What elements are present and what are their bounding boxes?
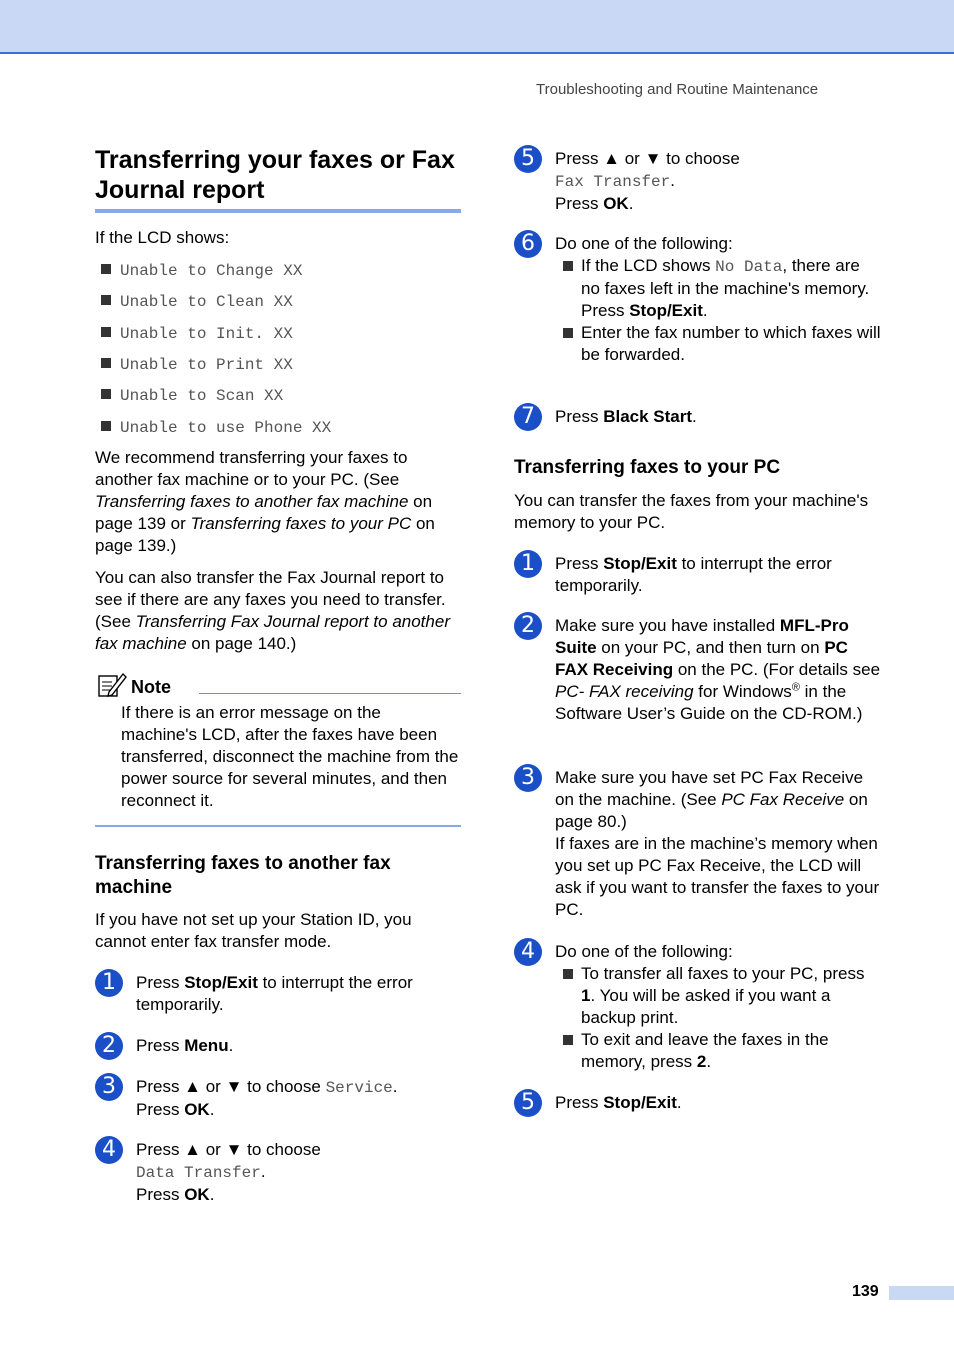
- text: Press: [136, 1100, 185, 1119]
- key-label: OK: [184, 1185, 210, 1204]
- sub-text: [581, 963, 882, 1029]
- text: to interrupt the error temporarily.: [136, 973, 413, 1014]
- text: . You will be asked if you want a backup print.: [581, 986, 831, 1027]
- text: .: [676, 1093, 682, 1112]
- text: .: [692, 407, 697, 426]
- step-number: 1: [95, 969, 123, 997]
- cross-reference: Transferring Fax Journal report to another fax machine: [95, 612, 450, 653]
- note-title: Note: [131, 677, 171, 697]
- step-number: 2: [95, 1032, 123, 1060]
- list-item: [101, 259, 302, 281]
- bullet-icon: [101, 295, 111, 305]
- text: Press: [581, 301, 630, 320]
- step-item: [514, 148, 882, 215]
- text: Press ▲ or ▼ to choose: [136, 1077, 326, 1096]
- text: To exit and leave the faxes in the memory, press: [581, 1030, 829, 1071]
- sub-text: Enter the fax number to which faxes will be forwarded.: [581, 323, 881, 364]
- text: To transfer all faxes to your PC, press: [581, 964, 865, 983]
- lcd-option: Service: [325, 1079, 393, 1097]
- text: .: [209, 1100, 215, 1119]
- text: Press: [555, 554, 604, 573]
- journal-paragraph: [95, 567, 461, 655]
- page-number: 139: [852, 1283, 879, 1300]
- cross-reference: PC- FAX receiving: [555, 682, 694, 701]
- text: .: [228, 1036, 234, 1055]
- bullet-icon: [563, 969, 573, 979]
- step-number: 5: [514, 1089, 542, 1117]
- key-label: 2: [696, 1052, 707, 1071]
- step-text: [555, 1092, 882, 1114]
- step-text: [555, 615, 882, 725]
- page-title: [95, 145, 461, 205]
- lcd-message: Unable to Change XX: [120, 262, 303, 280]
- text: We recommend transferring your faxes to another fax machine or to your PC. (See: [95, 448, 408, 489]
- text: in the Software User’s Guide on the CD-ROM.): [555, 682, 863, 723]
- list-item: [101, 322, 293, 344]
- title-line-2: Journal report: [95, 176, 265, 204]
- text: Press: [136, 1185, 185, 1204]
- sub-item: [563, 963, 882, 1029]
- step-item: [514, 767, 882, 921]
- lcd-message: Unable to Print XX: [120, 356, 293, 374]
- step-text: [136, 1076, 461, 1121]
- text: .: [260, 1162, 266, 1181]
- text: on page 139.): [95, 514, 435, 555]
- section-intro: If you have not set up your Station ID, you cannot enter fax transfer mode.: [95, 910, 412, 951]
- step-item: [514, 553, 882, 597]
- step-item: [514, 615, 882, 725]
- step-text: Do one of the following:: [555, 234, 733, 253]
- step-number: 4: [95, 1136, 123, 1164]
- list-item: [101, 416, 331, 438]
- text: .: [702, 301, 708, 320]
- cross-reference: Transferring faxes to your PC: [190, 514, 412, 533]
- bullet-icon: [101, 421, 111, 431]
- text: Press ▲ or ▼ to choose: [555, 149, 740, 168]
- step-text: [136, 1035, 461, 1057]
- step-item: [514, 406, 882, 428]
- step-text: [555, 767, 882, 921]
- title-rule: [95, 209, 461, 213]
- lcd-option: Data Transfer: [136, 1164, 261, 1182]
- step-number: 2: [514, 612, 542, 640]
- text: Press: [136, 973, 185, 992]
- text: Press: [555, 194, 604, 213]
- sub-item: [563, 255, 882, 322]
- cross-reference: Transferring faxes to another fax machine: [95, 492, 409, 511]
- running-header: Troubleshooting and Routine Maintenance: [536, 81, 819, 98]
- step-text: [555, 553, 882, 597]
- bullet-icon: [101, 389, 111, 399]
- section-title: Transferring faxes to your PC: [514, 457, 781, 478]
- key-label: Stop/Exit: [629, 301, 703, 320]
- step-text: [136, 972, 461, 1016]
- lcd-message: Unable to Scan XX: [120, 387, 284, 405]
- key-label: OK: [184, 1100, 210, 1119]
- registered-mark: ®: [791, 681, 800, 694]
- section-heading: [95, 145, 461, 205]
- text: Make sure you have set PC Fax Receive on the machine. (See: [555, 768, 864, 809]
- step-text: [555, 406, 882, 428]
- note-text: If there is an error message on the machine's LCD, after the faxes have been transferred, disconnect the machine from the power source for several minutes, and then reconnect it.: [121, 703, 459, 810]
- step-text: Do one of the following:: [555, 942, 733, 961]
- software-name: MFL-Pro Suite: [555, 616, 849, 657]
- step-item: [514, 1092, 882, 1114]
- software-name: PC FAX Receiving: [555, 638, 848, 679]
- text: on page 80.): [555, 790, 868, 831]
- step-item: [95, 1076, 461, 1121]
- list-item: [101, 353, 293, 375]
- step-number: 7: [514, 403, 542, 431]
- lcd-option: No Data: [715, 258, 783, 276]
- step-number: 3: [95, 1073, 123, 1101]
- step-number: 1: [514, 550, 542, 578]
- sub-item: [563, 1029, 882, 1073]
- step-text: [136, 1139, 461, 1206]
- page-tab: [889, 1286, 954, 1300]
- text: on the PC. (For details see: [673, 660, 881, 679]
- bullet-icon: [563, 328, 573, 338]
- text: You can also transfer the Fax Journal report to see if there are any faxes you need to transfer. (See: [95, 568, 446, 631]
- bullet-icon: [563, 1035, 573, 1045]
- text: .: [209, 1185, 215, 1204]
- step-number: 3: [514, 764, 542, 792]
- section-intro: You can transfer the faxes from your machine's memory to your PC.: [514, 491, 869, 532]
- text: Press ▲ or ▼ to choose: [136, 1140, 321, 1159]
- text: on page 139 or: [95, 492, 433, 533]
- text: Make sure you have installed: [555, 616, 780, 635]
- text: .: [670, 171, 675, 190]
- bullet-icon: [563, 261, 573, 271]
- key-label: Stop/Exit: [184, 973, 258, 992]
- step-number: 6: [514, 230, 542, 258]
- lcd-message: Unable to Init. XX: [120, 325, 293, 343]
- section-title: Transferring faxes to another fax machine: [95, 853, 391, 898]
- key-label: Stop/Exit: [603, 554, 677, 573]
- text: .: [628, 194, 634, 213]
- key-label: 1: [581, 986, 591, 1005]
- lcd-message: Unable to use Phone XX: [120, 419, 332, 437]
- text: .: [706, 1052, 712, 1071]
- cross-reference: PC Fax Receive: [721, 790, 845, 809]
- list-item: [101, 290, 293, 312]
- step-number: 4: [514, 938, 542, 966]
- key-label: Black Start: [603, 407, 693, 426]
- sub-item: [563, 322, 882, 366]
- text: , there are no faxes left in the machine's memory.: [581, 256, 870, 298]
- bullet-icon: [101, 358, 111, 368]
- step-item: [514, 941, 882, 1073]
- text: on your PC, and then turn on: [596, 638, 825, 657]
- recommendation-paragraph: [95, 447, 461, 557]
- text: .: [392, 1077, 398, 1096]
- text: If faxes are in the machine’s memory when you set up PC Fax Receive, the LCD will ask if you want to transfer the faxes to your PC.: [555, 834, 880, 919]
- note-divider: [199, 693, 461, 694]
- step-body: [555, 941, 882, 1073]
- sub-text: [581, 1029, 882, 1073]
- step-item: [95, 1139, 461, 1206]
- lcd-option: Fax Transfer: [555, 173, 671, 191]
- note-pencil-icon: [97, 670, 127, 700]
- bullet-icon: [101, 264, 111, 274]
- list-item: [101, 384, 283, 406]
- text: Press: [555, 1093, 604, 1112]
- step-item: [95, 972, 461, 1016]
- text: Press: [555, 407, 604, 426]
- step-item: [95, 1035, 461, 1057]
- title-line-1: Transferring your faxes or Fax: [95, 146, 455, 174]
- bullet-icon: [101, 327, 111, 337]
- step-body: [555, 233, 882, 366]
- key-label: Menu: [184, 1036, 229, 1055]
- step-text: [555, 148, 882, 215]
- step-item: [514, 233, 882, 366]
- text: to interrupt the error temporarily.: [555, 554, 832, 595]
- note-bottom-rule: [95, 825, 461, 827]
- lcd-message: Unable to Clean XX: [120, 293, 293, 311]
- step-number: 5: [514, 145, 542, 173]
- key-label: Stop/Exit: [603, 1093, 677, 1112]
- sub-text: [581, 255, 882, 322]
- text: for Windows: [693, 682, 792, 701]
- lcd-intro: If the LCD shows:: [95, 228, 230, 247]
- key-label: OK: [603, 194, 629, 213]
- text: on page 140.): [186, 634, 297, 653]
- text: If the LCD shows: [581, 256, 716, 275]
- text: Press: [136, 1036, 185, 1055]
- top-band: [0, 0, 954, 54]
